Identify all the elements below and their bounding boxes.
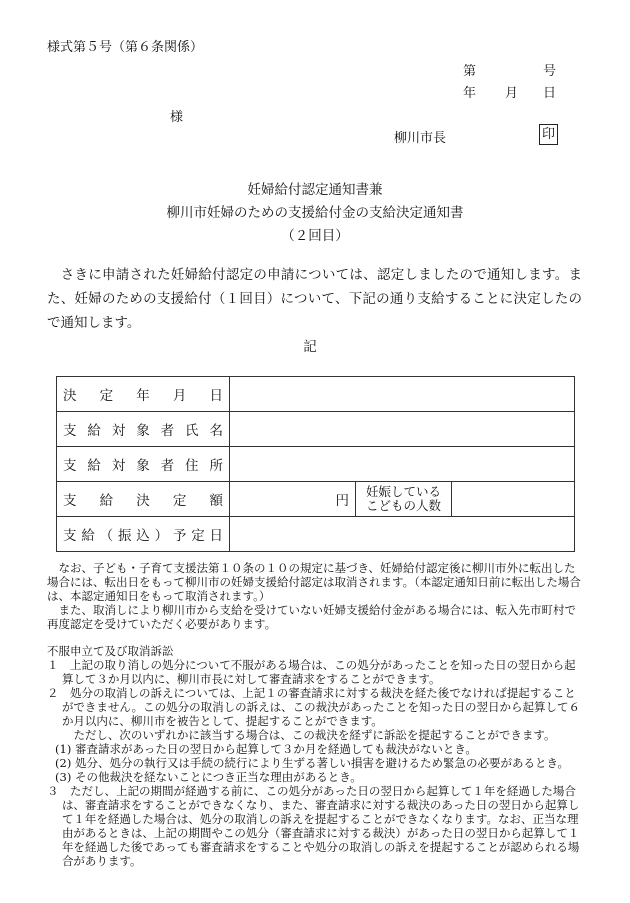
table-row [57, 412, 575, 447]
table-row [57, 447, 575, 482]
children-count-field[interactable] [452, 482, 575, 517]
appeal-section [47, 644, 582, 868]
appeal-item-2: ２ 処分の取消しの訴えについては、上記１の審査請求に対する裁決を経た後でなければ提起することができません。この処分の取消しの訴えは、この裁決があったことを知った日の翌日から起算して６か月以内に、柳川市を被告として、提起することができます。 [47, 686, 581, 728]
appeal-sub-3: (3) その他裁決を経ないことにつき正当な理由があるとき。 [55, 770, 362, 784]
recipient-name-field[interactable] [230, 412, 575, 447]
row-label [57, 377, 230, 412]
amount-field[interactable] [230, 482, 356, 517]
issuer: 柳川市長 [394, 131, 447, 146]
decision-date-field[interactable] [230, 377, 575, 412]
label-recipient-name: 支 給 対 象 者 氏 名 [63, 423, 223, 439]
body-text: さきに申請された妊婦給付認定の申請については、認定しましたので通知します。また、妊婦のための支援給付（１回目）について、下記の通り支給することに決定したので通知します。 [47, 267, 582, 331]
note-paragraph-2: また、取消しにより柳川市から支給を受けていない妊婦支援給付金がある場合には、転入先市町村で再度認定を受けていただく必要があります。 [47, 603, 576, 631]
label-decision-date: 決 定 年 月 日 [63, 388, 223, 404]
document-number-suffix: 号 [543, 64, 557, 79]
appeal-item-2-sub: ただし、次のいずれかに該当する場合は、この裁決を経ずに訴訟を提起することができます。 [73, 728, 556, 742]
recipient-honorific: 様 [170, 110, 184, 125]
notes-section [47, 561, 582, 631]
date-month: 月 [505, 86, 519, 101]
table-row [57, 482, 575, 517]
decision-table [56, 376, 575, 552]
appeal-heading: 不服申立て及び取消訴訟 [47, 644, 174, 658]
children-count-label [356, 482, 452, 517]
body-paragraph [47, 263, 582, 335]
seal-stamp: 印 [539, 124, 558, 145]
row-label [57, 517, 230, 552]
table-row [57, 517, 575, 552]
payment-date-field[interactable] [230, 517, 575, 552]
document-title-line1: 妊婦給付認定通知書兼 [247, 182, 383, 198]
date-year: 年 [463, 86, 477, 101]
appeal-item-1: １ 上記の取り消しの処分について不服がある場合は、この処分があったことを知った日の翌日から起算して３か月以内に、柳川市長に対して審査請求をすることができます。 [47, 658, 576, 686]
ki-marker: 記 [303, 339, 317, 355]
row-label [57, 447, 230, 482]
recipient-address-field[interactable] [230, 447, 575, 482]
row-label [57, 412, 230, 447]
appeal-item-3: ３ ただし、上記の期間が経過する前に、この処分があった日の翌日から起算して１年を経過した場合は、審査請求をすることができなくなり、また、審査請求に対する裁決のあった日の翌日から起算して１年を経過した場合は、処分の取消しの訴えを提起することができなくなります。なお、正当な理由があるときは、上記の期間やこの処分（審査請求に対する裁決）があった日の翌日から起算して１年を経過した後であっても審査請求をすることや処分の取消しの訴えを提起することが認められる場合があります。 [47, 784, 580, 868]
label-amount: 支 給 決 定 額 [63, 493, 223, 509]
document-title-line3: （２回目） [281, 228, 349, 244]
appeal-sub-2: (2) 処分、処分の執行又は手続の続行により生ずる著しい損害を避けるため緊急の必要があるとき。 [55, 756, 570, 770]
table-row [57, 377, 575, 412]
document-number-prefix: 第 [463, 64, 477, 79]
yen-unit: 円 [335, 493, 349, 509]
form-number: 様式第５号（第６条関係） [47, 40, 204, 55]
row-label [57, 482, 230, 517]
label-recipient-address: 支 給 対 象 者 住 所 [63, 458, 223, 474]
children-label-line1: 妊娠している [365, 484, 441, 499]
note-paragraph-1: なお、子ども・子育て支援法第１０条の１０の規定に基づき、妊婦給付認定後に柳川市外に転出した場合には、転出日をもって柳川市の妊婦支援給付認定は取消されます。（本認定通知日前に転出した場合は、本認定通知日をもって取消されます。） [47, 561, 581, 603]
document-title-line2: 柳川市妊婦のための支援給付金の支給決定通知書 [166, 205, 464, 221]
date-day: 日 [543, 86, 557, 101]
label-payment-date: 支 給 （ 振 込 ） 予 定 日 [63, 528, 223, 544]
children-label-line2: こどもの人数 [365, 498, 441, 513]
appeal-sub-1: (1) 審査請求があった日の翌日から起算して３か月を経過しても裁決がないとき。 [55, 742, 477, 756]
